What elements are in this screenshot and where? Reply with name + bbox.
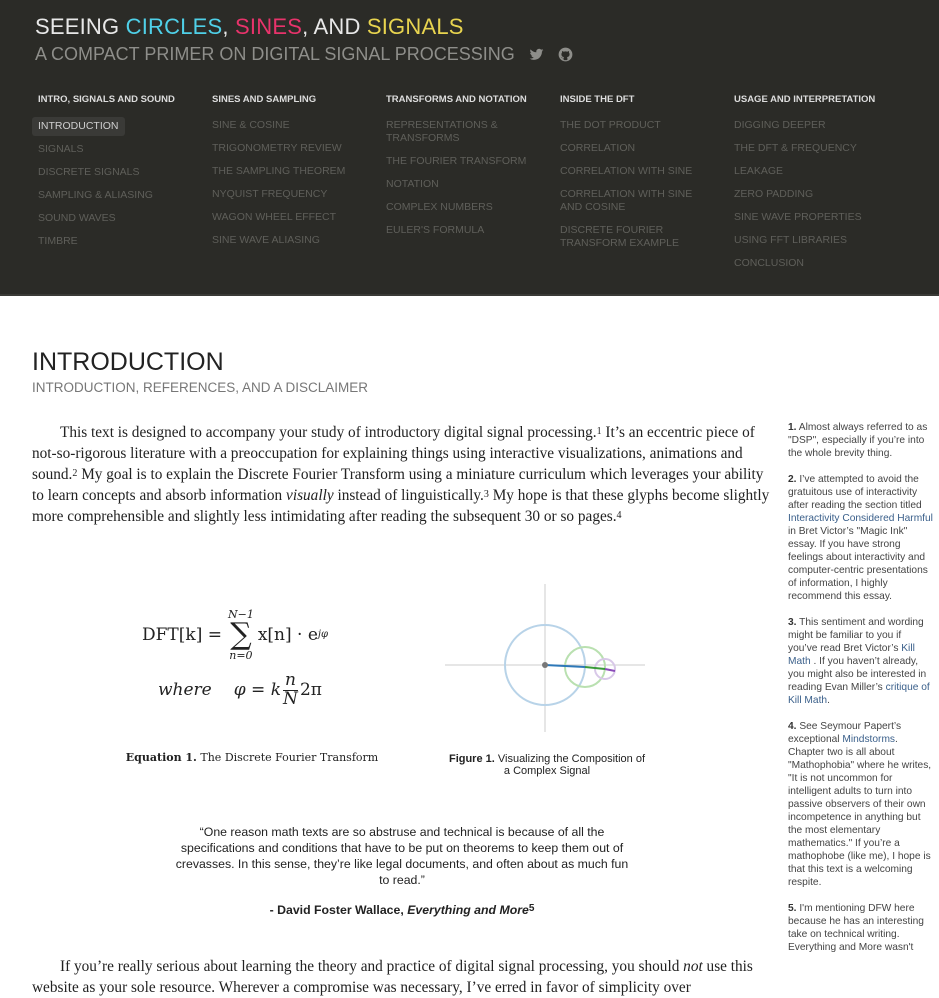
nav-column — [212, 94, 382, 254]
footnote-ref[interactable]: 3 — [483, 489, 489, 500]
link-critique-of-kill-math[interactable]: critique of Kill Math — [788, 682, 930, 706]
title-text: , — [222, 14, 236, 39]
title-signals: SIGNALS — [366, 14, 464, 39]
nav-item[interactable]: USING FFT LIBRARIES — [734, 234, 847, 246]
disclaimer-paragraph: If you’re really serious about learning the theory and practice of digital signal processing, you should not use this website as your sole resource. Wherever a compromise was necessary, I’ve erred in favor of simplicity over — [32, 958, 753, 996]
nav-item[interactable]: INTRODUCTION — [32, 117, 125, 136]
sidenotes — [788, 421, 933, 967]
nav-item[interactable]: THE DOT PRODUCT — [560, 119, 661, 131]
nav-item[interactable]: DISCRETE FOURIER TRANSFORM EXAMPLE — [560, 224, 680, 249]
nav-heading: USAGE AND INTERPRETATION — [734, 94, 876, 105]
link-interactivity-considered-harmful[interactable]: Interactivity Considered Harmful — [788, 513, 933, 524]
subtitle-text: A COMPACT PRIMER ON DIGITAL SIGNAL PROCESSING — [35, 44, 515, 64]
nav-item[interactable]: SINE WAVE PROPERTIES — [734, 211, 862, 223]
footnote-ref[interactable]: 5 — [528, 903, 535, 914]
nav-heading: INTRO, SIGNALS AND SOUND — [38, 94, 175, 105]
site-subtitle — [35, 44, 573, 65]
nav-item[interactable]: NOTATION — [386, 178, 439, 190]
phasor-diagram — [442, 582, 652, 732]
nav-item[interactable]: TRIGONOMETRY REVIEW — [212, 142, 342, 154]
main-content — [32, 348, 777, 996]
nav-item[interactable]: EULER'S FORMULA — [386, 224, 485, 236]
link-kill-math[interactable]: Kill Math — [788, 643, 915, 667]
nav-item[interactable]: NYQUIST FREQUENCY — [212, 188, 328, 200]
phasor-3 — [605, 669, 615, 671]
nav-heading: SINES AND SAMPLING — [212, 94, 317, 105]
complex-signal-figure — [442, 582, 652, 777]
nav-item[interactable]: CONCLUSION — [734, 257, 805, 269]
nav-item[interactable]: COMPLEX NUMBERS — [386, 201, 493, 213]
nav-item[interactable]: LEAKAGE — [734, 165, 784, 177]
intro-paragraph: This text is designed to accompany your study of introductory digital signal processing.$^1$ It’s an eccentric piece of not-so-rigorous literature with a preoccupation for explaining things using interactive visualizations, animations and sound.$^2$ My goal is to explain the Discrete Fourier Transform using a miniature curriculum which leverages your ability to learn concepts and absorb information visually instead of linguistically.$^3$ My hope is that these glyphs become slightly more comprehensible and slightly less intimidating after reading the subsequent 30 or so pages.$^4$ — [32, 424, 770, 525]
quote-attribution: - David Foster Wallace, Everything and More$^5$ — [269, 903, 535, 917]
nav-item[interactable]: WAGON WHEEL EFFECT — [212, 211, 337, 223]
footnote-4: 4. See Seymour Papert’s exceptional Mindstorms. Chapter two is all about "Mathophobia" where he writes, "It is not uncommon for intelligent adults to turn into passive observers of their own incompetence in anything but the most elementary mathematics." If you’re a mathophobe (like me), I hope is that this text is a welcoming respite. — [788, 721, 932, 888]
site-title[interactable] — [35, 14, 464, 40]
footnote-1: 1. Almost always referred to as "DSP", especially if you’re into the whole brevity thing. — [788, 422, 928, 459]
page-title: INTRODUCTION — [32, 348, 224, 376]
nav-column — [734, 94, 904, 277]
github-icon[interactable] — [558, 47, 573, 62]
nav-heading: TRANSFORMS AND NOTATION — [386, 94, 527, 105]
blockquote — [172, 824, 632, 918]
nav-column — [386, 94, 556, 244]
footnote-ref[interactable]: 1 — [596, 426, 602, 437]
site-header — [0, 0, 939, 296]
title-text: , AND — [302, 14, 367, 39]
nav-item[interactable]: CORRELATION WITH SINE — [560, 165, 693, 177]
nav-item[interactable]: THE FOURIER TRANSFORM — [386, 155, 527, 167]
nav-item[interactable]: CORRELATION WITH SINE AND COSINE — [560, 188, 693, 213]
nav-item[interactable]: ZERO PADDING — [734, 188, 814, 200]
title-circles: CIRCLES — [125, 14, 223, 39]
twitter-icon[interactable] — [529, 47, 544, 62]
nav-item[interactable]: THE SAMPLING THEOREM — [212, 165, 346, 177]
nav-column — [38, 94, 208, 255]
nav-item[interactable]: DIGGING DEEPER — [734, 119, 826, 131]
page-subtitle: INTRODUCTION, REFERENCES, AND A DISCLAIMER — [32, 380, 369, 395]
title-sines: SINES — [235, 14, 303, 39]
nav-item[interactable]: SIGNALS — [38, 143, 84, 155]
nav-item[interactable]: DISCRETE SIGNALS — [38, 166, 140, 178]
nav-item[interactable]: SINE & COSINE — [212, 119, 290, 131]
footnote-ref[interactable]: 4 — [616, 510, 622, 521]
nav-item[interactable]: REPRESENTATIONS & TRANSFORMS — [386, 119, 498, 144]
nav-item[interactable]: SOUND WAVES — [38, 212, 116, 224]
phasor-2 — [585, 667, 605, 669]
nav-item[interactable]: CORRELATION — [560, 142, 636, 154]
nav-item[interactable]: SAMPLING & ALIASING — [38, 189, 153, 201]
dft-equation: DFT[k] = N−1 ∑ n=0 x[n] · e jφ where φ = k n N 2π Equation 1. The Discrete Fourier Transform — [142, 600, 362, 764]
link-mindstorms[interactable]: Mindstorms — [842, 734, 896, 745]
nav-column — [560, 94, 730, 257]
origin-point — [542, 662, 548, 668]
nav-heading: INSIDE THE DFT — [560, 94, 635, 105]
equation-caption: Equation 1. The Discrete Fourier Transform — [125, 750, 379, 764]
footnote-ref[interactable]: 2 — [72, 468, 78, 479]
nav-item[interactable]: SINE WAVE ALIASING — [212, 234, 320, 246]
footnote-2: 2. I’ve attempted to avoid the gratuitous use of interactivity after reading the section titled Interactivity Considered Harmful in Bret Victor’s "Magic Ink" essay. If you have strong feelings about interactivity and computer-centric presentations of information, I highly recommend this essay. — [788, 474, 933, 602]
footnote-5: 5. I'm mentioning DFW here because he has an interesting take on technical writing. Everything and More wasn't — [788, 903, 924, 953]
title-text: SEEING — [35, 14, 126, 39]
quote-text: “One reason math texts are so abstruse and technical is because of all the specifications and conditions that have to be put on theorems to keep them out of crevasses. In this sense, they’re like legal documents, and often about as much fun to read.” — [175, 825, 629, 887]
figure-caption: Figure 1. Visualizing the Composition of a Complex Signal — [448, 753, 646, 777]
nav-item[interactable]: TIMBRE — [38, 235, 78, 247]
nav-item[interactable]: THE DFT & FREQUENCY — [734, 142, 857, 154]
footnote-3: 3. This sentiment and wording might be familiar to you if you’ve read Bret Victor’s Kill Math . If you haven’t already, you might also be interested in reading Evan Miller’s critique of Kill Math. — [788, 617, 930, 706]
